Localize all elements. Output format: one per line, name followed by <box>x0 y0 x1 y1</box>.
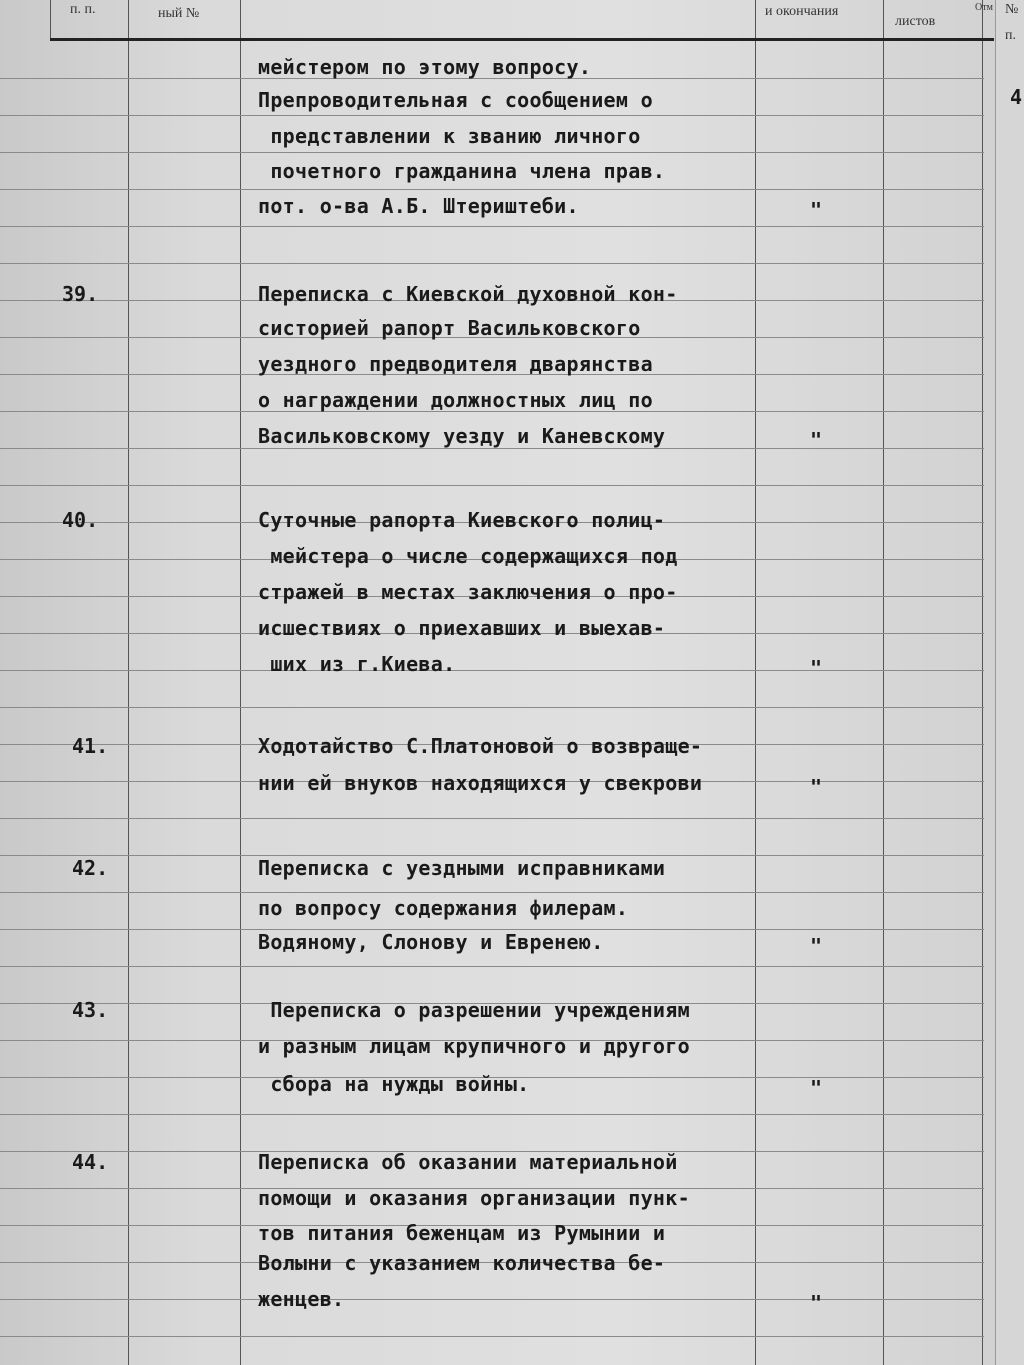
ruled-line <box>0 485 984 486</box>
ruled-line <box>0 1336 984 1337</box>
header-col-next-sub: п. <box>1005 28 1016 43</box>
entry-number: 43. <box>72 998 109 1022</box>
ruled-line <box>0 670 984 671</box>
ditto-mark: " <box>810 198 823 222</box>
column-divider <box>128 0 129 1365</box>
header-col-next: № <box>1005 2 1019 17</box>
entry-text-line: по вопросу содержания филерам. <box>258 896 629 920</box>
column-divider <box>50 0 51 40</box>
entry-text-line: стражей в местах заключения о про- <box>258 580 678 604</box>
ruled-line <box>0 263 984 264</box>
column-divider <box>883 0 884 1365</box>
side-number: 4 <box>1010 85 1023 109</box>
ruled-line <box>0 152 984 153</box>
entry-text-line: женцев. <box>258 1287 345 1311</box>
ditto-mark: " <box>810 1291 823 1315</box>
entry-text-line: тов питания беженцам из Румынии и <box>258 1221 666 1245</box>
entry-text-line: сбора на нужды войны. <box>258 1072 530 1096</box>
entry-text-line: Переписка о разрешении учреждениям <box>258 998 690 1022</box>
ditto-mark: " <box>810 934 823 958</box>
ruled-line <box>0 448 984 449</box>
entry-text-line: пот. о-ва А.Б. Штериштеби. <box>258 194 579 218</box>
ruled-line <box>0 818 984 819</box>
entry-text-line: Переписка об оказании материальной <box>258 1150 678 1174</box>
ruled-line <box>0 892 984 893</box>
entry-text-line: Переписка с Киевской духовной кон- <box>258 282 678 306</box>
ruled-line <box>0 115 984 116</box>
entry-text-line: представлении к званию личного <box>258 124 641 148</box>
entry-number: 39. <box>62 282 99 306</box>
ditto-mark: " <box>810 1076 823 1100</box>
entry-text-line: нии ей внуков находящихся у свекрови <box>258 771 703 795</box>
header-col-reg: ный № <box>158 6 200 21</box>
entry-text-line: Препроводительная с сообщением о <box>258 88 653 112</box>
entry-text-line: о награждении должностных лиц по <box>258 388 653 412</box>
entry-text-line: помощи и оказания организации пунк- <box>258 1186 690 1210</box>
adjacent-page-edge <box>995 0 1024 1365</box>
ruled-line <box>0 189 984 190</box>
entry-text-line: ших из г.Киева. <box>258 652 456 676</box>
entry-text-line: Переписка с уездными исправниками <box>258 856 666 880</box>
entry-text-line: Волыни с указанием количества бе- <box>258 1251 666 1275</box>
ditto-mark: " <box>810 428 823 452</box>
entry-number: 41. <box>72 734 109 758</box>
header-col-side: Отм <box>975 2 993 13</box>
ruled-line <box>0 1114 984 1115</box>
entry-text-line: Ходотайство С.Платоновой о возвраще- <box>258 734 703 758</box>
entry-text-line: уездного предводителя дварянства <box>258 352 653 376</box>
ruled-line <box>0 1299 984 1300</box>
column-divider <box>755 0 756 1365</box>
ditto-mark: " <box>810 775 823 799</box>
column-divider <box>240 0 241 1365</box>
entry-text-line: мейстером по этому вопросу. <box>258 55 592 79</box>
entry-number: 44. <box>72 1150 109 1174</box>
ditto-mark: " <box>810 656 823 680</box>
ruled-line <box>0 707 984 708</box>
header-rule <box>50 38 994 41</box>
entry-text-line: мейстера о числе содержащихся под <box>258 544 678 568</box>
ruled-line <box>0 226 984 227</box>
entry-text-line: Васильковскому уезду и Каневскому <box>258 424 666 448</box>
entry-text-line: почетного гражданина члена прав. <box>258 159 666 183</box>
header-col-sheets: листов <box>895 14 936 29</box>
entry-number: 42. <box>72 856 109 880</box>
entry-text-line: и разным лицам крупичного и другого <box>258 1034 690 1058</box>
header-col-num: п. п. <box>70 2 96 17</box>
ruled-line <box>0 966 984 967</box>
entry-number: 40. <box>62 508 99 532</box>
entry-text-line: Суточные рапорта Киевского полиц- <box>258 508 666 532</box>
entry-text-line: систорией рапорт Васильковского <box>258 316 641 340</box>
header-col-dates: и окончания <box>765 4 839 19</box>
column-divider <box>982 0 983 1365</box>
entry-text-line: Водяному, Слонову и Евренею. <box>258 930 604 954</box>
entry-text-line: исшествиях о приехавших и выехав- <box>258 616 666 640</box>
